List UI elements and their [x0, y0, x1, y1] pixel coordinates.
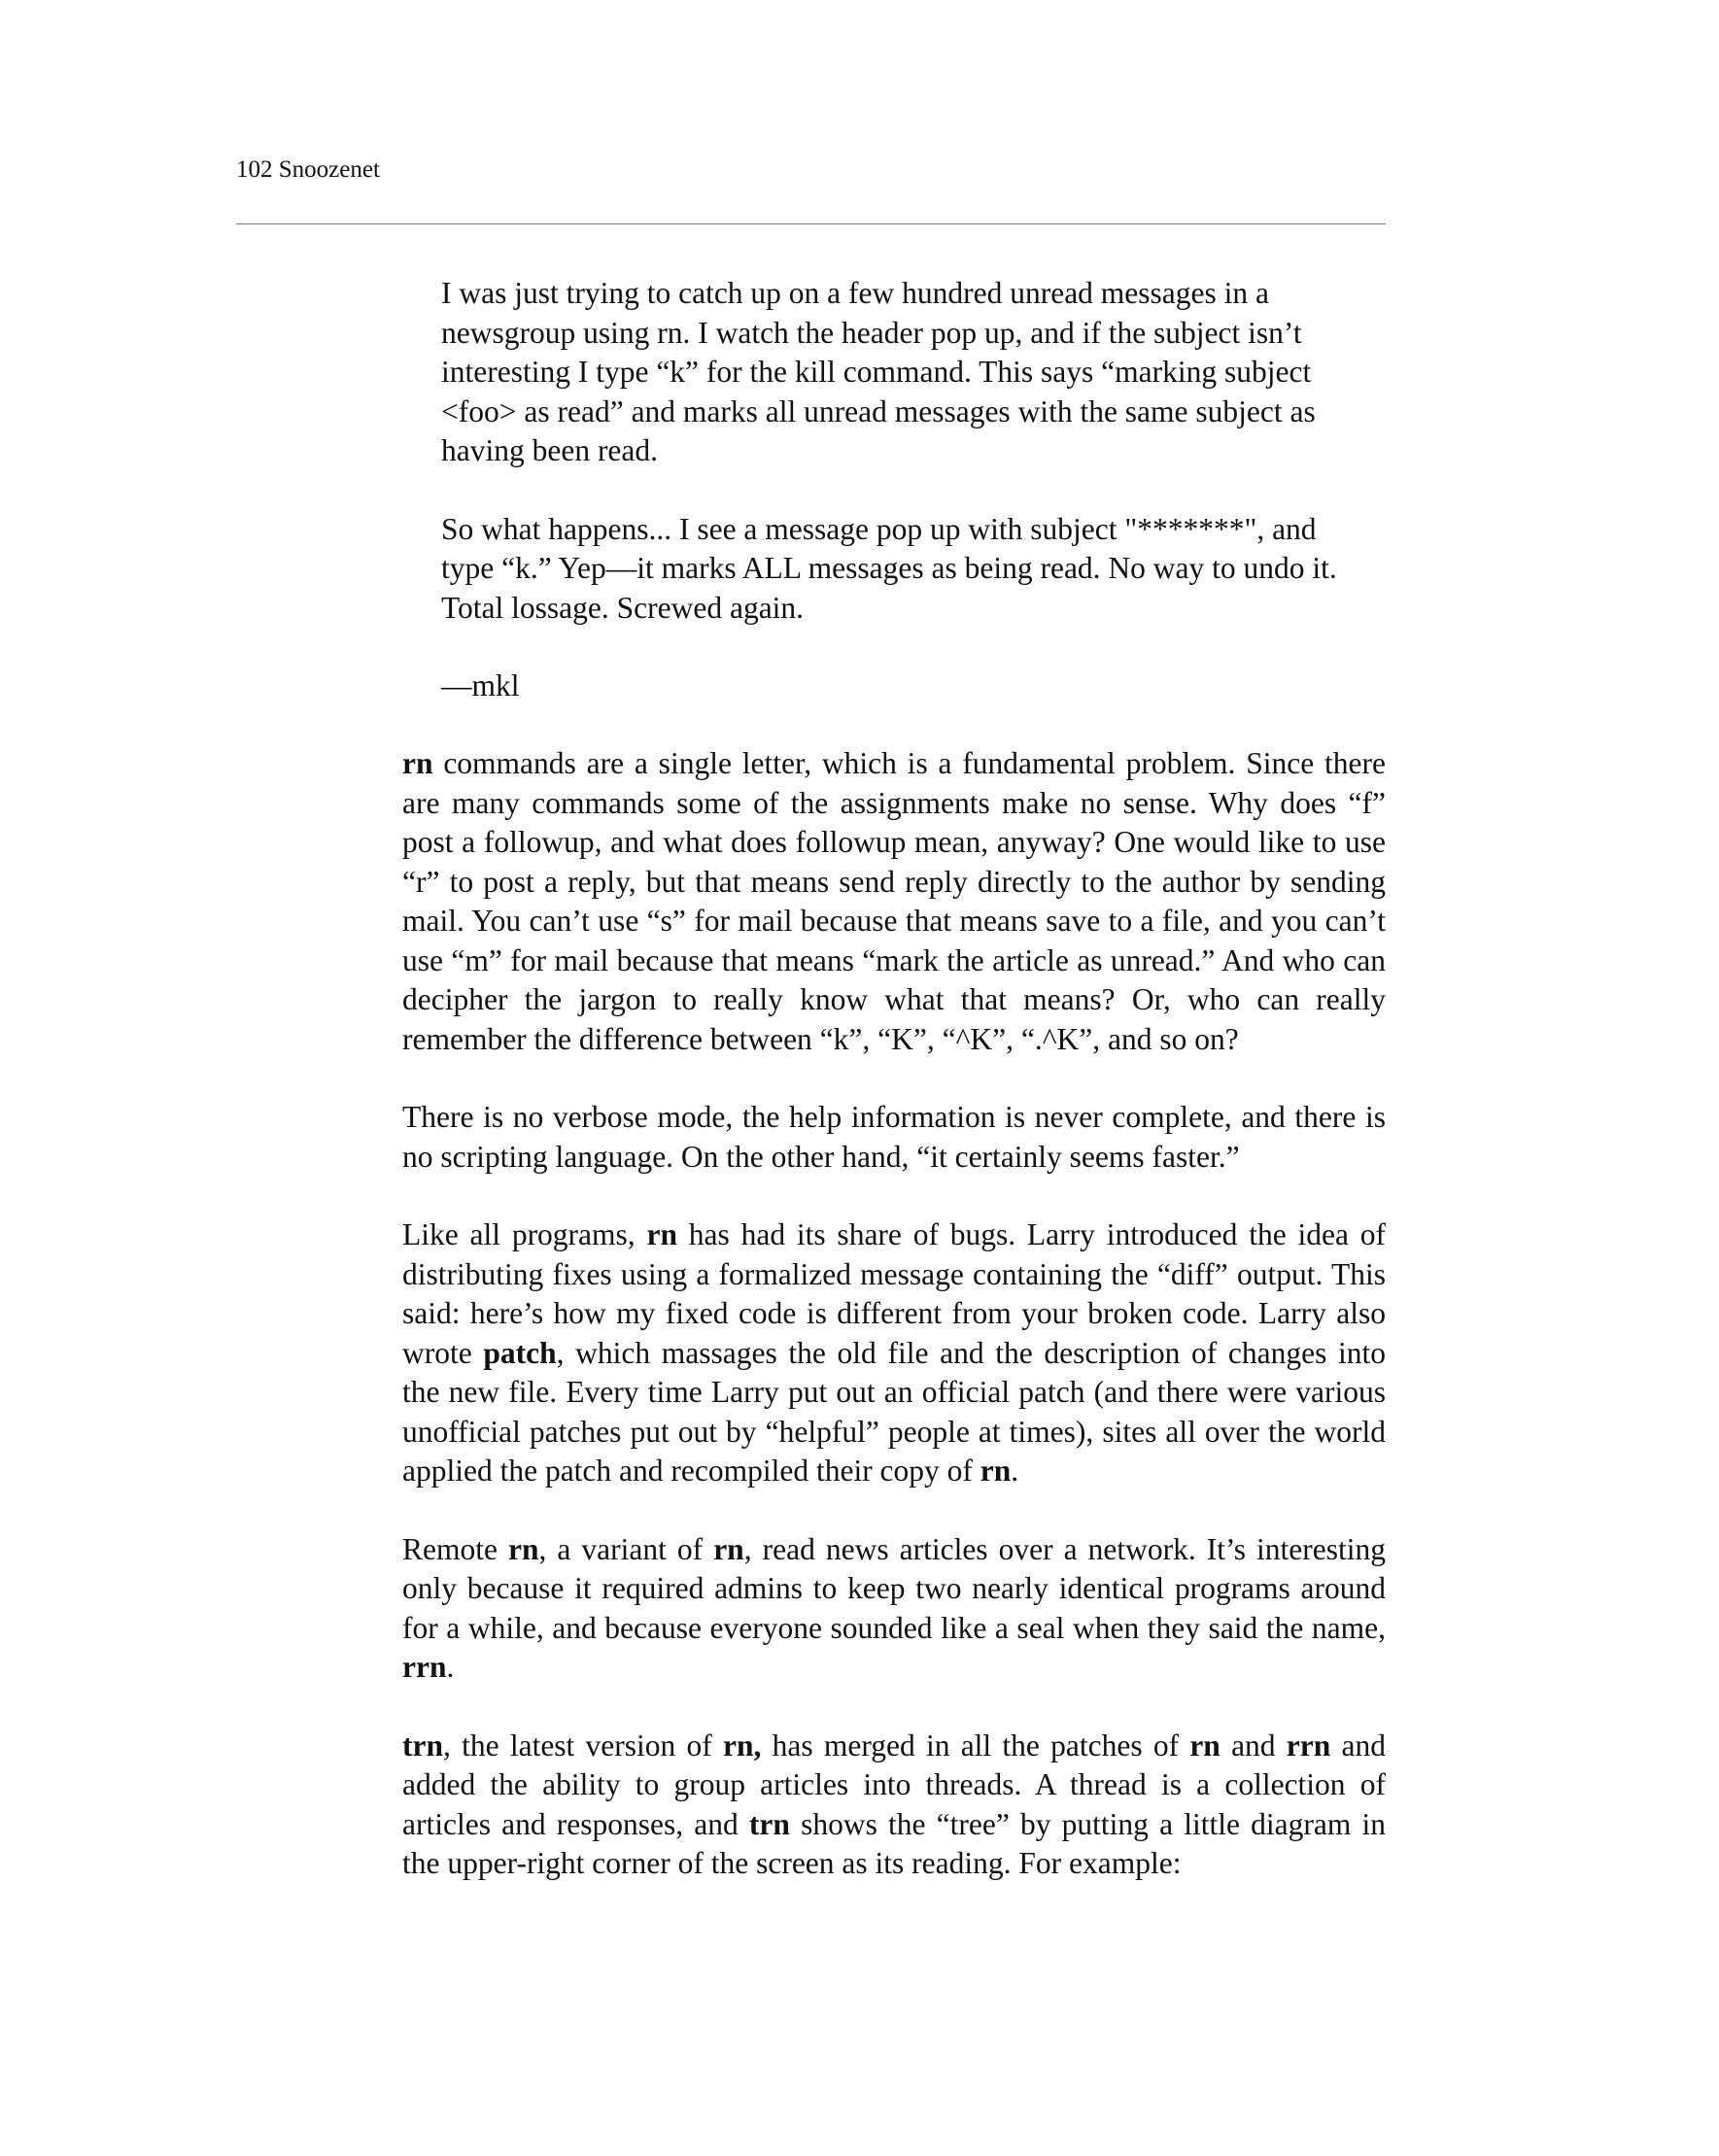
paragraph-text: and added the ability to group articles into threads. A thread is a collection of articles and responses, and	[402, 1728, 1387, 1841]
command-name: rrn	[402, 1650, 447, 1684]
command-name: rn,	[723, 1728, 762, 1762]
command-name: trn	[748, 1806, 790, 1841]
paragraph-text: has merged in all the patches of	[761, 1728, 1190, 1762]
command-name: rn	[646, 1217, 677, 1251]
command-name: trn	[402, 1728, 443, 1762]
paragraph-text: Remote	[402, 1531, 509, 1566]
running-header: 102 Snoozenet	[236, 156, 380, 183]
body-text	[402, 744, 1386, 1884]
command-name: rrn	[1286, 1728, 1331, 1762]
paragraph-text: Like all programs,	[402, 1217, 647, 1251]
header-rule	[236, 223, 1386, 224]
block-quote	[441, 274, 1355, 706]
body-paragraph-4	[402, 1530, 1386, 1688]
command-name: patch	[483, 1335, 557, 1370]
paragraph-text: , a variant of	[538, 1531, 714, 1566]
paragraph-text: , the latest version of	[443, 1728, 723, 1762]
paragraph-text: .	[446, 1650, 455, 1684]
paragraph-text: shows the “tree” by putting a little diagram in the upper-right corner of the screen as its reading. For example:	[402, 1806, 1386, 1880]
paragraph-text: , which massages the old file and the description of changes into the new file. Every time Larry put out an official patch (and there were various unofficial patches put out by “helpful” people at times), sites all over the world applied the patch and recompiled their copy of	[402, 1335, 1386, 1488]
body-paragraph-3	[402, 1215, 1386, 1491]
body-paragraph-1	[402, 744, 1386, 1059]
paragraph-text: , read news articles over a network. It’s interesting only because it required admins to keep two nearly identical programs around for a while, and because everyone sounded like a seal when they said the name,	[402, 1531, 1386, 1645]
quote-paragraph-1: I was just trying to catch up on a few hundred unread messages in a newsgroup using rn. I watch the header pop up, and if the subject isn’t interesting I type “k” for the kill command. This says “marking subject <foo> as read” and marks all unread messages with the same subject as having been read.	[441, 276, 1316, 467]
command-name: rn	[980, 1454, 1012, 1488]
paragraph-text: has had its share of bugs. Larry introduced the idea of distributing fixes using a formalized message containing the “diff” output. This said: here’s how my fixed code is different from your broken code. Larry also wrote	[402, 1217, 1386, 1370]
quote-paragraph-2: So what happens... I see a message pop up with subject "*******", and type “k.” Yep—it marks ALL messages as being read. No way to undo it. Total lossage. Screwed again.	[441, 511, 1337, 625]
command-name: rn	[508, 1531, 539, 1566]
paragraph-text: and	[1220, 1728, 1287, 1762]
paragraph-text: .	[1011, 1454, 1019, 1488]
command-name: rn	[1189, 1728, 1220, 1762]
body-paragraph-5	[402, 1727, 1386, 1884]
command-name: rn	[402, 746, 433, 780]
quote-attribution: —mkl	[441, 668, 520, 702]
body-paragraph-2	[402, 1098, 1386, 1177]
paragraph-text: commands are a single letter, which is a fundamental problem. Since there are many commands some of the assignments make no sense. Why does “f” post a followup, and what does followup mean, anyway? One would like to use “r” to post a reply, but that means send reply directly to the author by sending mail. You can’t use “s” for mail because that means save to a file, and you can’t use “m” for mail because that means “mark the article as unread.” And who can decipher the jargon to really know what that means? Or, who can really remember the difference between “k”, “K”, “^K”, “.^K”, and so on?	[402, 746, 1386, 1056]
paragraph-text: There is no verbose mode, the help information is never complete, and there is no scripting language. On the other hand, “it certainly seems faster.”	[402, 1100, 1386, 1174]
command-name: rn	[713, 1531, 744, 1566]
